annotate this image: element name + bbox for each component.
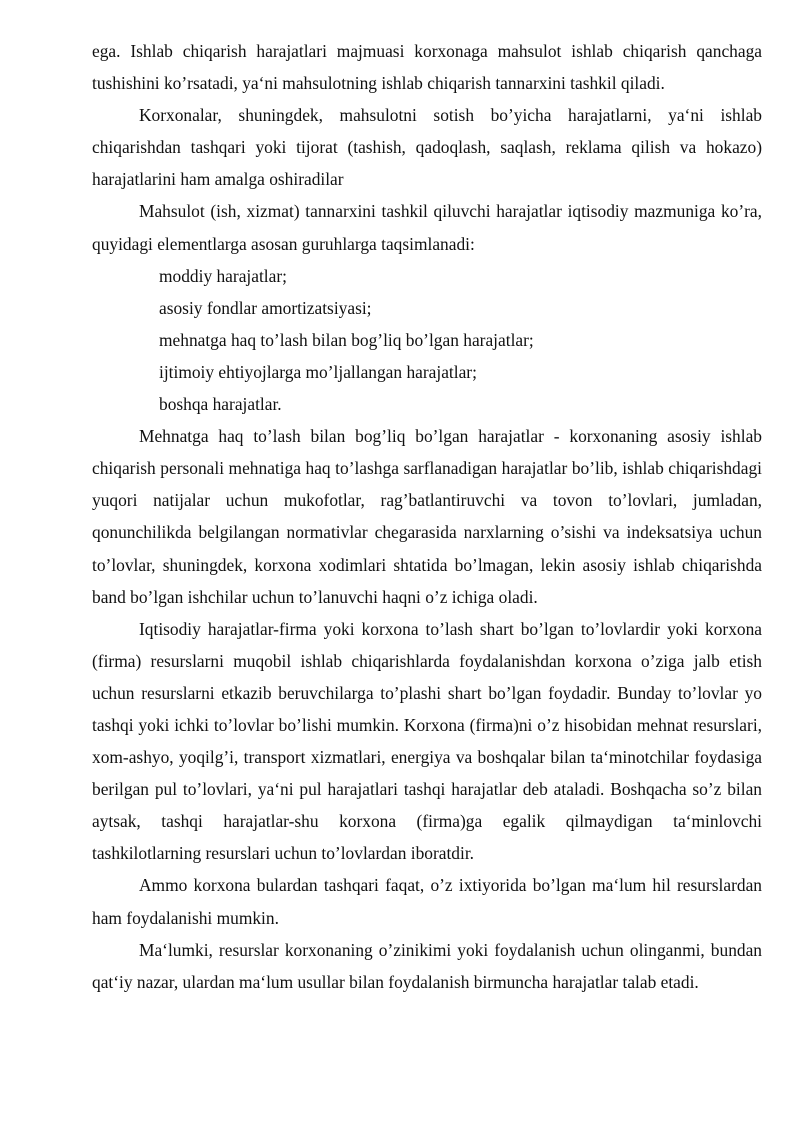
paragraph-cost-elements-intro: Mahsulot (ish, xizmat) tannarxini tashkil qiluvchi harajatlar iqtisodiy mazmuniga ko’ra, quyidagi elementlarga asosan guruhlarga taqsimlanadi: [92,201,762,254]
paragraph-economic-costs: Iqtisodiy harajatlar-firma yoki korxona to’lash shart bo’lgan to’lovlardir yoki korxona (firma) resurslarni muqobil ishlab chiqarishlarda foydalanishdan korxona o’ziga jalb etish uchun resurslarni etkazib beruvchilarga to’plashi shart bo’lgan foydadir. Bunday to’lovlar yo tashqi yoki ichki to’lovlar bo’lishi mumkin. Korxona (firma)ni o’z hisobidan mehnat resurslari, xom-ashyo, yoqilg’i, transport xizmatlari, energiya va boshqalar bilan ta‘minotchilar foydasiga berilgan pul to’lovlari, ya‘ni pul harajatlari tashqi harajatlar deb ataladi. Boshqacha so’z bilan aytsak, tashqi harajatlar-shu korxona (firma)ga egalik qilmaydigan ta‘minlovchi tashkilotlarning resurslari uchun to’lovlardan iboratdir. [92,618,762,864]
paragraph-continuation: ega. Ishlab chiqarish harajatlari majmuasi korxonaga mahsulot ishlab chiqarish qanchaga tushishini ko’rsatadi, ya‘ni mahsulotning ishlab chiqarish tannarxini tashkil qiladi. [92,41,762,94]
list-item: moddiy harajatlar; [159,265,287,286]
paragraph-resource-usage: Ma‘lumki, resurslar korxonaning o’zinikimi yoki foydalanish uchun olinganmi, bundan qat‘iy nazar, ulardan ma‘lum usullar bilan foydalanish birmuncha harajatlar talab etadi. [92,939,762,992]
paragraph-labor-costs: Mehnatga haq to’lash bilan bog’liq bo’lgan harajatlar - korxonaning asosiy ishlab chiqarish personali mehnatiga haq to’lashga sarflanadigan harajatlar bo’lib, ishlab chiqarishdagi yuqori natijalar uchun mukofotlar, rag’batlantiruvchi va tovon to’lovlari, jumladan, qonunchilikda belgilangan normativlar chegarasida narxlarning o’sishi va indeksatsiya uchun to’lovlar, shuningdek, korxona xodimlari shtatida bo’lmagan, lekin asosiy ishlab chiqarishda band bo’lgan ishchilar uchun to’lanuvchi haqni o’z ichiga oladi. [92,426,762,607]
list-item: ijtimoiy ehtiyojlarga mo’ljallangan harajatlar; [159,361,477,382]
document-body [92,35,762,998]
paragraph-sales-expenses: Korxonalar, shuningdek, mahsulotni sotish bo’yicha harajatlarni, ya‘ni ishlab chiqarishdan tashqari yoki tijorat (tashish, qadoqlash, saqlash, reklama qilish va hokazo) harajatlarini ham amalga oshiradilar [92,105,762,190]
list-item: asosiy fondlar amortizatsiyasi; [159,297,372,318]
paragraph-own-resources: Ammo korxona bulardan tashqari faqat, o’z ixtiyorida bo’lgan ma‘lum hil resurslardan ham foydalanishi mumkin. [92,875,762,928]
cost-elements-list [92,260,762,420]
list-item: mehnatga haq to’lash bilan bog’liq bo’lgan harajatlar; [159,329,534,350]
list-item: boshqa harajatlar. [159,394,282,415]
